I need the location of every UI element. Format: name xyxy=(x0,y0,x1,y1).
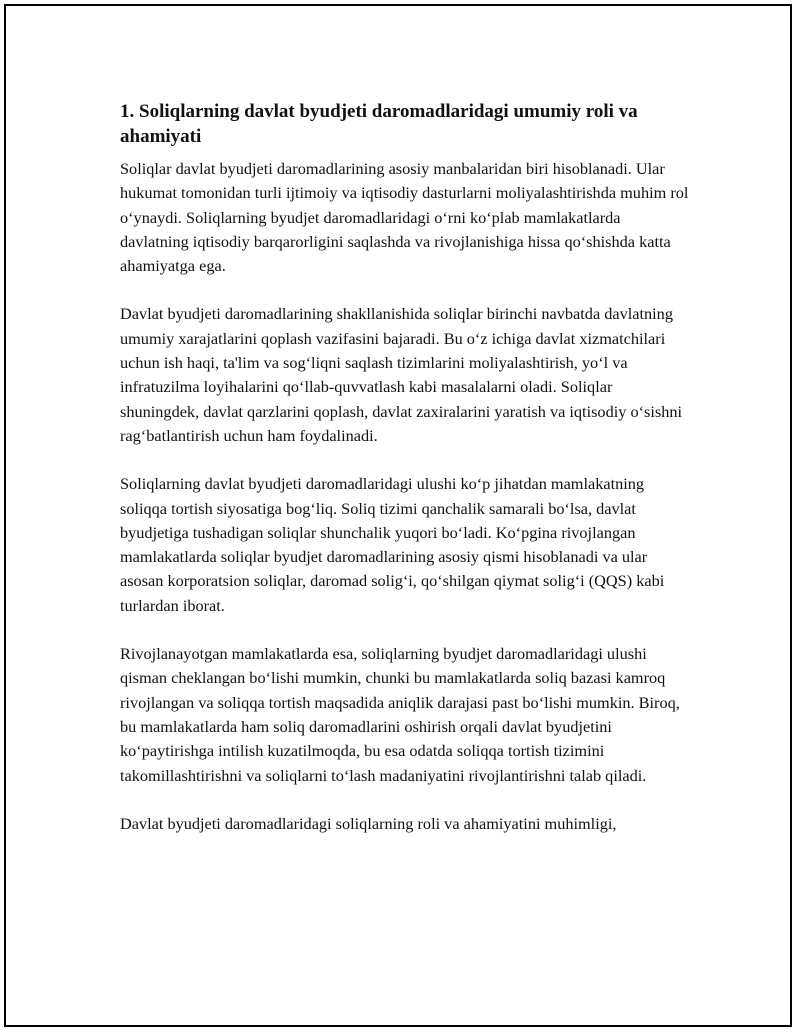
paragraph-3: Soliqlarning davlat byudjeti daromadlaridagi ulushi ko‘p jihatdan mamlakatning soliqqa tortish siyosatiga bog‘liq. Soliq tizimi qanchalik samarali bo‘lsa, davlat byudjetiga tushadigan soliqlar shunchalik yuqori bo‘ladi. Ko‘pgina rivojlangan mamlakatlarda soliqlar byudjet daromadlarining asosiy qismi hisoblanadi va ular asosan korporatsion soliqlar, daromad solig‘i, qo‘shilgan qiymat solig‘i (QQS) kabi turlardan iborat. xyxy=(120,474,665,615)
section-heading: 1. Soliqlarning davlat byudjeti daromadlaridagi umumiy roli va ahamiyati xyxy=(120,101,638,147)
document-page xyxy=(4,4,792,1027)
paragraph-4: Rivojlanayotgan mamlakatlarda esa, soliqlarning byudjet daromadlaridagi ulushi qisman cheklangan bo‘lishi mumkin, chunki bu mamlakatlarda soliq bazasi kamroq rivojlangan va soliqqa tortish maqsadida aniqlik darajasi past bo‘lishi mumkin. Biroq, bu mamlakatlarda ham soliq daromadlarini oshirish orqali davlat byudjetini ko‘paytirishga intilish kuzatilmoqda, bu esa odatda soliqqa tortish tizimini takomillashtirishni va soliqlarni to‘lash madaniyatini rivojlantirishni talab qiladi. xyxy=(120,644,680,785)
paragraph-2: Davlat byudjeti daromadlarining shakllanishida soliqlar birinchi navbatda davlatning umumiy xarajatlarini qoplash vazifasini bajaradi. Bu o‘z ichiga davlat xizmatchilari uchun ish haqi, ta'lim va sog‘liqni saqlash tizimlarini moliyalashtirish, yo‘l va infratuzilma loyihalarini qo‘llab-quvvatlash kabi masalalarni oladi. Soliqlar shuningdek, davlat qarzlarini qoplash, davlat zaxiralarini yaratish va iqtisodiy o‘sishni rag‘batlantirish uchun ham foydalinadi. xyxy=(120,304,683,445)
document-body xyxy=(120,99,690,860)
paragraph-1: Soliqlar davlat byudjeti daromadlarining asosiy manbalaridan biri hisoblanadi. Ular hukumat tomonidan turli ijtimoiy va iqtisodiy dasturlarni moliyalashtirishda muhim rol o‘ynaydi. Soliqlarning byudjet daromadlaridagi o‘rni ko‘plab mamlakatlarda davlatning iqtisodiy barqarorligini saqlashda va rivojlanishiga hissa qo‘shishda katta ahamiyatga ega. xyxy=(120,159,689,276)
paragraph-5: Davlat byudjeti daromadlaridagi soliqlarning roli va ahamiyatini muhimligi, xyxy=(120,813,617,833)
